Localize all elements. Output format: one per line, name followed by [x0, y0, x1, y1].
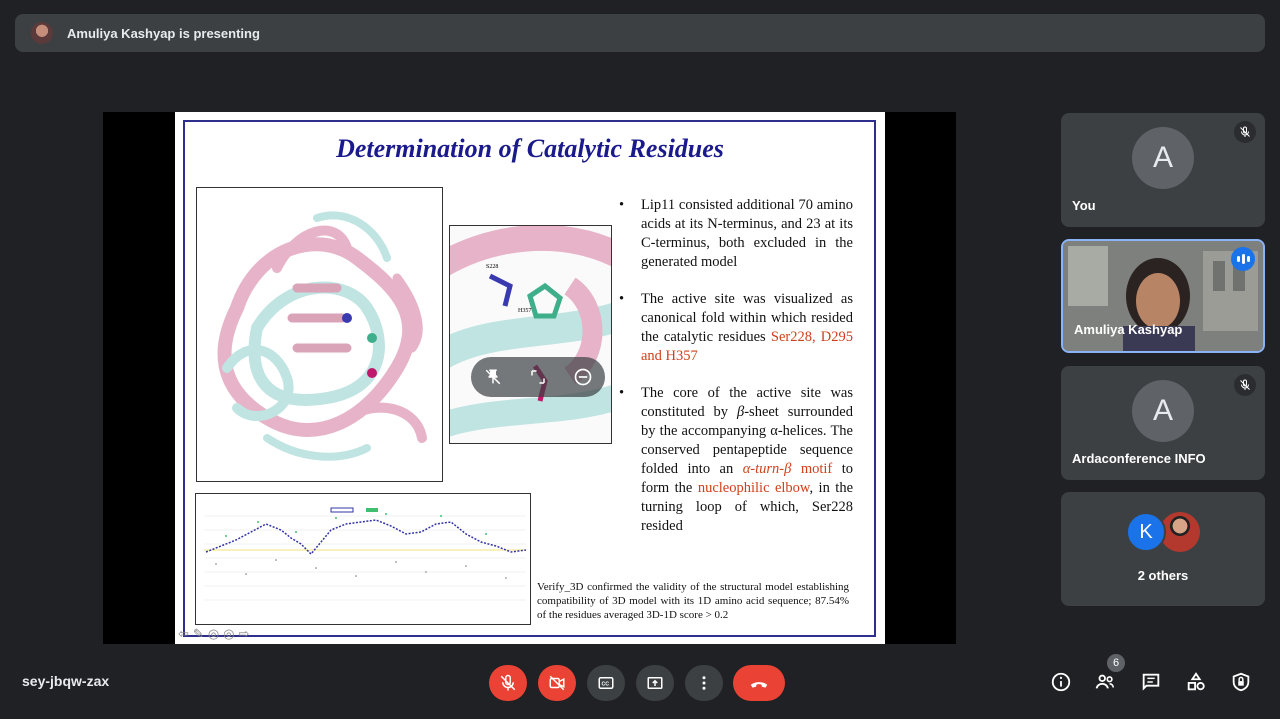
more-options-button[interactable] [685, 665, 723, 701]
others-avatars [1126, 512, 1206, 554]
mic-off-icon [1234, 121, 1256, 143]
participant-count-badge: 6 [1107, 654, 1125, 672]
mic-toggle-button[interactable] [489, 665, 527, 701]
unpin-icon[interactable] [481, 365, 505, 389]
zoom-icon[interactable]: ◎ [223, 626, 235, 641]
chat-button[interactable] [1139, 670, 1163, 694]
host-controls-button[interactable] [1229, 670, 1253, 694]
participant-tile-amuliya[interactable] [1061, 239, 1265, 353]
activities-button[interactable] [1184, 670, 1208, 694]
s228-label: S228 [486, 264, 499, 270]
active-site-image [449, 225, 612, 444]
speaking-indicator-icon [1231, 247, 1255, 271]
participant-tile-ardaconference[interactable] [1061, 366, 1265, 480]
avatar [1160, 512, 1200, 552]
camera-toggle-button[interactable] [538, 665, 576, 701]
slide-bullets [615, 196, 853, 554]
host-controls-icon [1230, 671, 1252, 693]
presentation-stage[interactable] [103, 112, 956, 644]
tile-hover-controls[interactable] [471, 357, 605, 397]
bullet-3: • The core of the active site was constituted by β-sheet surrounded by the accompanying α-helices. The conserved pentapeptide sequence folded into an α-turn-β motif to form the nucleophilic elbow, in the turning loop of which, Ser228 resided [615, 384, 853, 536]
protein-structure-image [196, 187, 443, 482]
camera-off-icon [548, 674, 566, 692]
captions-button[interactable] [587, 665, 625, 701]
mic-off-icon [499, 674, 517, 692]
show-everyone-button[interactable] [1093, 670, 1117, 694]
activities-icon [1185, 671, 1207, 693]
presenting-bar [15, 14, 1265, 52]
slide-nav-icons[interactable] [178, 626, 249, 642]
avatar: A [1132, 380, 1194, 442]
participant-name: Ardaconference INFO [1072, 451, 1206, 466]
slide [175, 112, 885, 644]
meeting-code: sey-jbqw-zax [22, 673, 110, 689]
info-icon [1050, 671, 1072, 693]
avatar: K [1126, 512, 1166, 552]
svg-text:CC: CC [601, 681, 610, 688]
more-icon [695, 674, 713, 692]
pen-icon[interactable]: ✎ [192, 626, 204, 641]
mic-off-icon [1234, 374, 1256, 396]
prev-slide-icon[interactable]: ⇦ [178, 626, 189, 641]
present-icon [646, 674, 664, 692]
slide-title: Determination of Catalytic Residues [336, 134, 724, 163]
participant-name: Amuliya Kashyap [1074, 322, 1183, 337]
slide-caption: Verify_3D confirmed the validity of the structural model establishing compatibility of 3D model with its 1D amino acid sequence; 87.54% of the residues averaged 3D-1D score > 0.2 [537, 581, 849, 621]
others-label: 2 others [1137, 568, 1189, 583]
participant-name: You [1072, 198, 1096, 213]
expand-icon[interactable] [526, 365, 550, 389]
end-call-icon [748, 672, 770, 694]
verify3d-plot-image [195, 493, 531, 625]
avatar: A [1132, 127, 1194, 189]
people-icon [1094, 671, 1116, 693]
next-slide-icon[interactable]: ⇨ [238, 626, 250, 641]
meeting-details-button[interactable] [1049, 670, 1073, 694]
present-now-button[interactable] [636, 665, 674, 701]
captions-icon [597, 674, 615, 692]
menu-icon[interactable]: ◎ [207, 626, 220, 641]
minimize-icon[interactable] [571, 365, 595, 389]
chat-icon [1140, 671, 1162, 693]
presenting-label: Amuliya Kashyap is presenting [67, 25, 260, 41]
leave-call-button[interactable] [733, 665, 785, 701]
bottom-control-bar [0, 650, 1280, 719]
bullet-1: • Lip11 consisted additional 70 amino acids at its N-terminus, and 23 at its C-terminus, both excluded in the generated model [615, 196, 853, 272]
h357-label: H357 [518, 308, 532, 314]
presenter-avatar [31, 22, 53, 44]
bullet-2: • The active site was visualized as canonical fold within which resided the catalytic residues Ser228, D295 and H357 [615, 290, 853, 366]
participant-tile-you[interactable] [1061, 113, 1265, 227]
participant-tile-others[interactable] [1061, 492, 1265, 606]
